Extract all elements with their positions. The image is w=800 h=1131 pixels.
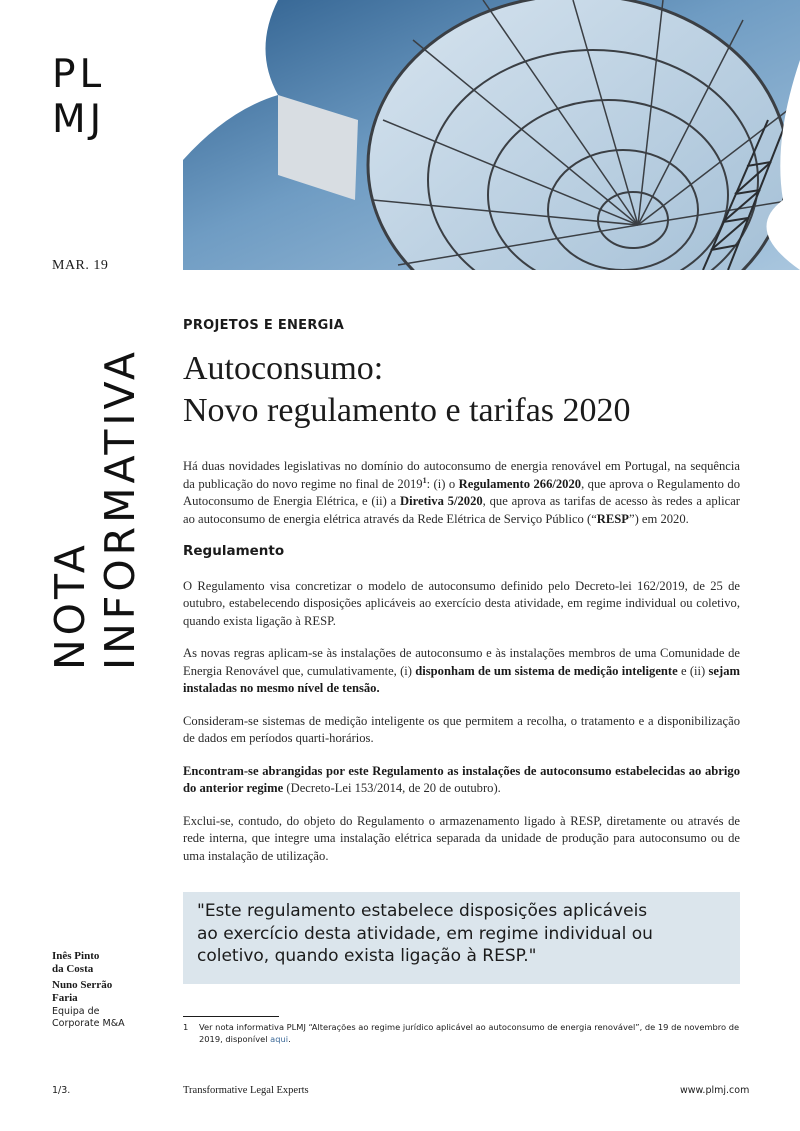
page-title	[183, 348, 631, 432]
footnote-text: Ver nota informativa PLMJ “Alterações ao regime jurídico aplicável ao autoconsumo de energia renovável”, de 19 de novembro de 2019, disponível	[199, 1022, 740, 1044]
satellite-dish-icon	[183, 0, 800, 270]
intro-paragraph	[183, 458, 740, 528]
author-2-line-1: Nuno Serrão	[52, 979, 113, 991]
author-1-line-1: Inês Pinto	[52, 950, 100, 962]
logo-line-1: PL	[52, 52, 106, 97]
page-number: 1/3.	[52, 1085, 71, 1096]
paragraph-3: Consideram-se sistemas de medição inteligente os que permitem a recolha, o tratamento e a disponibilização de dados em períodos quarti-horários.	[183, 713, 740, 745]
plmj-logo	[52, 52, 136, 142]
paragraph-4	[183, 763, 740, 798]
issue-date: MAR. 19	[52, 258, 109, 273]
footnote	[183, 1021, 743, 1045]
footer-tagline: Transformative Legal Experts	[183, 1085, 309, 1096]
intro-text-4: , que aprova as tarifas de acesso às redes a aplicar ao autoconsumo de energia elétrica através da Rede Elétrica de Serviço Público (“	[183, 494, 741, 526]
footer-url[interactable]: www.plmj.com	[680, 1085, 750, 1096]
vertical-title-line-2: INFORMATIVA	[96, 348, 144, 670]
paragraph-1: O Regulamento visa concretizar o modelo de autoconsumo definido pelo Decreto-lei 162/2019, de 25 de outubro, estabelecendo disposições aplicáveis ao exercício desta atividade, em regime individual ou coletivo, quando exista ligação à RESP.	[183, 578, 740, 628]
footnote-link[interactable]: aqui	[270, 1034, 289, 1044]
quote-line-1: "Este regulamento estabelece disposições aplicáveis	[197, 901, 648, 921]
team-line-2: Corporate M&A	[52, 1017, 125, 1029]
team-line-1: Equipa de	[52, 1006, 100, 1017]
intro-bold-3: RESP	[596, 511, 629, 526]
vertical-title	[14, 320, 154, 680]
p4-text-1: (Decreto-Lei 153/2014, de 20 de outubro).	[283, 781, 501, 795]
section-heading: Regulamento	[183, 543, 285, 559]
intro-bold-1: Regulamento 266/2020	[458, 476, 582, 491]
title-line-1: Autoconsumo:	[183, 350, 384, 387]
paragraph-2	[183, 645, 740, 698]
vertical-title-line-1: NOTA	[46, 541, 94, 670]
quote-line-2: ao exercício desta atividade, em regime individual ou	[197, 923, 653, 944]
logo-line-2: MJ	[52, 97, 106, 142]
p2-bold-1: disponham de um sistema de medição inteligente	[415, 663, 678, 678]
hero-dish-photo	[183, 0, 800, 270]
p2-text-1: As novas regras aplicam-se às instalações de autoconsumo e às instalações membros de uma Comunidade de Energia Renovável que, cumulativamente, (i)	[183, 646, 740, 678]
intro-text-2: : (i) o	[426, 476, 459, 491]
title-line-2: Novo regulamento e tarifas 2020	[183, 392, 631, 429]
intro-bold-2: Diretiva 5/2020	[400, 494, 483, 508]
authors-block	[52, 950, 162, 1029]
intro-text-3: , que aprova o Regulamento do Autoconsumo de Energia Elétrica, e (ii) a	[183, 476, 740, 508]
pull-quote	[183, 892, 740, 984]
footnote-divider	[183, 1016, 279, 1017]
p2-bold-2: sejam instaladas no mesmo nível de tensão.	[183, 663, 741, 695]
author-1-line-2: da Costa	[52, 962, 94, 975]
paragraph-5: Exclui-se, contudo, do objeto do Regulamento o armazenamento ligado à RESP, diretamente ou através de rede interna, que integre uma instalação elétrica separada da unidade de produção para autoconsumo ou de uma instalação de utilização.	[183, 813, 740, 863]
intro-text-5: ”) em 2020.	[629, 511, 689, 526]
footnote-end: .	[288, 1034, 291, 1044]
intro-text-1: Há duas novidades legislativas no domínio do autoconsumo de energia renovável em Portugal, na sequência da publicação do novo regime no final de 2019	[183, 459, 740, 491]
article-body	[183, 458, 740, 880]
p2-text-2: e (ii)	[677, 663, 709, 678]
footnote-number: 1	[183, 1022, 189, 1032]
author-2-line-2: Faria	[52, 991, 78, 1004]
quote-line-3: coletivo, quando exista ligação à RESP."	[197, 946, 537, 966]
footnote-text-wrap	[199, 1021, 743, 1045]
category-label: PROJETOS E ENERGIA	[183, 318, 345, 333]
p4-bold-1: Encontram-se abrangidas por este Regulamento as instalações de autoconsumo estabelecidas ao abrigo do anterior regime	[183, 763, 740, 795]
footnote-ref: 1	[422, 475, 427, 485]
